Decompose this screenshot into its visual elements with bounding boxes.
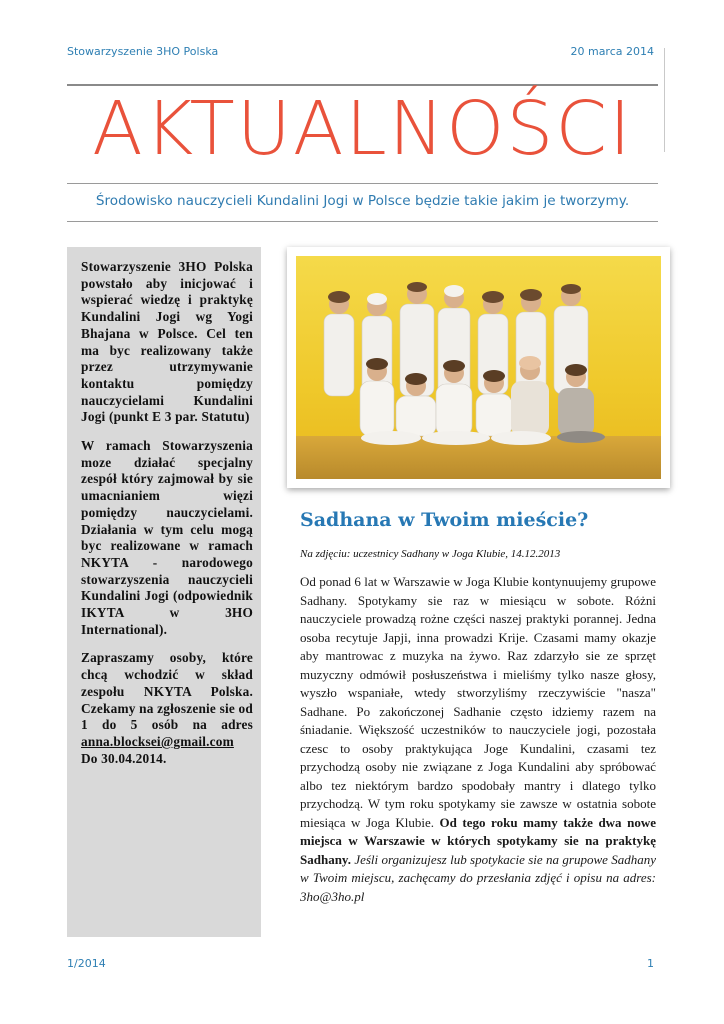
tagline: Środowisko nauczycieli Kundalini Jogi w Polsce będzie takie jakim je tworzymy. [95,193,630,209]
sidebar-paragraph-2: W ramach Stowarzyszenia moze działać specjalny zespół który zajmował by sie umacnianiem więzi pomiędzy nauczycielami. Działania w tym celu mogą byc realizowane w ramach NKYTA - narodowego stowarzyszenia nauczycieli Kundalini Jogi (odpowiednik IKYTA w 3HO International). [81,438,253,637]
sidebar-paragraph-3 [81,650,253,767]
photo-caption: Na zdjęciu: uczestnicy Sadhany w Joga Klubie, 14.12.2013 [300,548,561,560]
header-date: 20 marca 2014 [570,45,654,58]
article-body-italic: Jeśli organizujesz lub spotykacie sie na grupowe Sadhany w Twoim miejscu, zachęcamy do przesłania zdjęć i opisu na adres: 3ho@3ho.pl [300,851,657,904]
tagline-bottom-rule [67,221,658,222]
sidebar-box [67,247,261,937]
article-body-text: Od ponad 6 lat w Warszawie w Joga Klubie kontynuujemy grupowe Sadhany. Spotykamy sie raz w miesiącu w sobote. Różni nauczyciele prowadzą rożne części naszej praktyki porannej. Jedna osoba recytuje Japji, inna prowadzi Krije. Czasami mamy okazje aby mantrowac z muzyka na żywo. Raz zdarzyło sie ze sprzęt muzyczny odmówił posłuszeństwa i mieliśmy tylko nasze głosy, wyszło wspaniałe, wtedy stworzyliśmy rzeczywiście "nasza" Sadhane. Po zakończonej Sadhanie często idziemy razem na śniadanie. Większość uczestników to nauczyciele jogi, pozostała czesc to osoby praktykująca Joge Kundalini, czasami tez przychodzą osoby nie związane z Joga Kundalini aby spróbować albo tez niektórym bardzo spodobały mantry i dlatego tylko przychodzą. W tym roku spotykamy sie zawsze w ostatnia sobote miesiąca w Joga Klubie. [300,574,656,830]
footer-issue: 1/2014 [67,957,106,970]
sidebar-email-link[interactable]: anna.blocksei@gmail.com [81,733,234,749]
footer-page-number: 1 [647,957,654,970]
sidebar-invite-text: Zapraszamy osoby, które chcą wchodzić w skład zespołu NKYTA Polska. Czekamy na zgłoszenie sie od 1 do 5 osób na adres [81,650,253,733]
tagline-top-rule [67,183,658,184]
article-body [300,573,656,906]
masthead-title: AKTUALNOŚCI [92,86,633,172]
group-photo-frame [287,247,670,488]
sidebar-deadline: Do 30.04.2014. [81,750,167,766]
group-photo [296,256,661,479]
article-title: Sadhana w Twoim mieście? [300,509,589,531]
article-body-bold: Od tego roku mamy także dwa nowe miejsca w Warszawie w których spotykamy sie na praktykę Sadhany. [300,814,656,867]
vertical-divider [664,48,665,152]
header-org: Stowarzyszenie 3HO Polska [67,45,219,58]
sidebar-paragraph-1: Stowarzyszenie 3HO Polska powstało aby inicjować i wspierać wiedzę i praktykę Kundalini Jogi wg Yogi Bhajana w Polsce. Cel ten ma byc realizowany także przez utrzymywanie kontaktu pomiędzy nauczycielami Kundalini Jogi (punkt E 3 par. Statutu) [81,259,253,425]
